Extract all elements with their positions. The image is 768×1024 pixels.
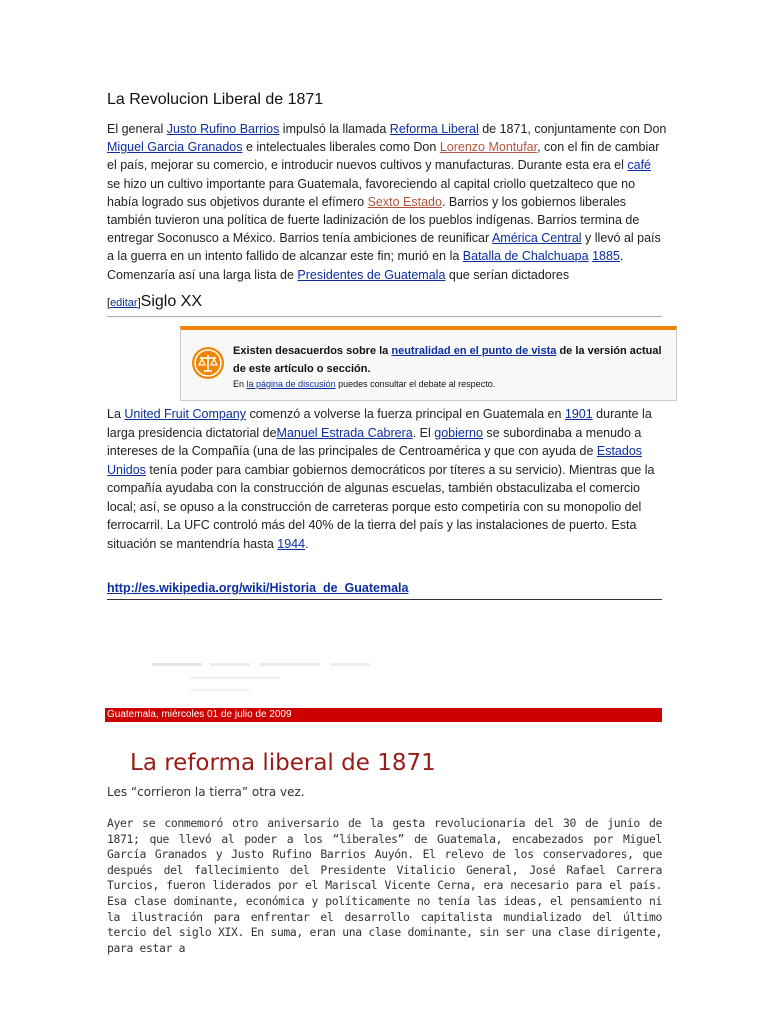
article-subtitle: Les “corrieron la tierra” otra vez.	[107, 785, 305, 799]
link-sexto-estado[interactable]: Sexto Estado	[367, 194, 442, 209]
link-miguel-garcia-granados[interactable]: Miguel Garcia Granados	[107, 140, 243, 155]
link-neutralidad[interactable]: neutralidad en el punto de vista	[391, 345, 557, 357]
text-run: .	[305, 536, 309, 551]
link-1901[interactable]: 1901	[564, 407, 593, 421]
notice-main-text	[233, 342, 663, 378]
text-run: La	[107, 407, 125, 421]
link-batalla-chalchuapa[interactable]: Batalla de Chalchuapa	[462, 249, 589, 264]
link-lorenzo-montufar[interactable]: Lorenzo Montufar	[439, 140, 538, 155]
text-run: que serían dictadores	[445, 267, 570, 282]
edit-link[interactable]: editar	[110, 297, 138, 309]
text-run: e intelectuales liberales como Don	[242, 140, 440, 155]
link-presidentes-guatemala[interactable]: Presidentes de Guatemala	[297, 267, 446, 282]
section-title: Siglo XX	[140, 293, 203, 310]
neutrality-notice-box	[180, 326, 677, 401]
link-america-central[interactable]: América Central	[491, 231, 582, 246]
link-reforma-liberal[interactable]: Reforma Liberal	[389, 122, 479, 136]
paragraph-siglo-xx	[107, 405, 655, 553]
section-heading-siglo-xx	[107, 293, 202, 311]
edit-bracket-open: [	[107, 297, 111, 309]
notice-small-run: En	[233, 379, 247, 389]
notice-small-text	[233, 379, 495, 389]
source-url-link[interactable]: http://es.wikipedia.org/wiki/Historia_de_Guatemala	[107, 581, 409, 595]
scales-icon	[191, 346, 225, 380]
link-united-fruit-company[interactable]: United Fruit Company	[124, 407, 246, 421]
source-url-line	[107, 581, 408, 595]
notice-text-run: de la versión actual de este artículo o sección.	[233, 345, 662, 375]
section-heading-revolucion: La Revolucion Liberal de 1871	[107, 91, 324, 108]
link-pagina-discusion[interactable]: la página de discusión	[246, 379, 336, 389]
text-run: durante la larga presidencia dictatorial de	[107, 407, 652, 440]
heading-divider	[107, 316, 662, 317]
text-run: tenía poder para cambiar gobiernos democráticos por títeres a su servicio). Mientras que la compañía ayudaba con la construcción de algunas escuelas, también obstaculizaba el comercio local; así, se opuso a la construcción de carreteras porque esto competiría con su monopolio del ferrocarril. La UFC controló más del 40% de la tierra del país y las instalaciones de puerto. Esta situación se mantendría hasta	[107, 462, 655, 551]
article-body: Ayer se conmemoró otro aniversario de la gesta revolucionaria del 30 de junio de 1871; que llevó al poder a los “liberales” de Guatemala, encabezados por Miguel García Granados y Justo Rufino Barrios Auyón. El relevo de los conservadores, que después del fallecimiento del Presidente Vitalicio General, José Rafael Carrera Turcios, fueron liderados por el Mariscal Vicente Cerna, era necesario para el país. Esa clase dominante, económica y políticamente no tenía las ideas, el pensamiento ni la ilustración para enfrentar el desarrollo capitalista mundializado del último tercio del siglo XIX. En suma, eran una clase dominante, sin ser una clase dirigente, para estar a	[107, 816, 662, 955]
link-manuel-estrada-cabrera[interactable]: Manuel Estrada Cabrera	[276, 425, 413, 440]
url-divider	[107, 599, 662, 600]
link-1885[interactable]: 1885	[592, 249, 620, 264]
text-run: impulsó la llamada	[279, 122, 390, 136]
edit-bracket-close: ]	[137, 297, 141, 309]
link-cafe[interactable]: café	[627, 158, 652, 173]
text-run: de 1871, conjuntamente con Don	[478, 122, 667, 136]
link-gobierno[interactable]: gobierno	[434, 425, 483, 440]
article-title: La reforma liberal de 1871	[130, 750, 436, 776]
text-run: comenzó a volverse la fuerza principal en Guatemala en	[245, 407, 565, 421]
notice-text-run: Existen desacuerdos sobre la	[233, 345, 392, 357]
text-run: se subordinaba a menudo a intereses de la Compañía (una de las principales de Centroamérica y que con ayuda de	[107, 425, 642, 458]
notice-small-run: puedes consultar el debate al respecto.	[335, 379, 496, 389]
text-run: , con el fin de cambiar el país, mejorar su comercio, e introducir nuevos cultivos y manufacturas. Durante esta era el	[107, 140, 660, 173]
link-justo-rufino-barrios[interactable]: Justo Rufino Barrios	[166, 122, 280, 136]
paragraph-revolucion	[107, 120, 667, 284]
text-run: . Comenzaría así una larga lista de	[107, 249, 624, 282]
edit-link-wrapper	[107, 297, 141, 309]
text-run: El general	[107, 122, 167, 136]
faint-scan-artifact	[150, 657, 380, 707]
text-run: se hizo un cultivo importante para Guatemala, favoreciendo al capital criollo quetzalteco que no había logrado sus objetivos durante el efímero	[107, 176, 636, 209]
link-estados-unidos[interactable]: Estados Unidos	[107, 444, 643, 477]
text-run: . Barrios y los gobiernos liberales también tuvieron una política de fuerte ladinización de los pueblos indígenas. Barrios termina de entregar Soconusco a México. Barrios tenía ambiciones de reunificar	[107, 194, 640, 246]
link-1944[interactable]: 1944	[277, 536, 306, 551]
text-run: . El	[412, 425, 435, 440]
text-run: y llevó al país a la guerra en un intento fallido de alcanzar este fin; murió en la	[107, 231, 661, 264]
date-banner: Guatemala, miércoles 01 de julio de 2009	[105, 708, 662, 722]
